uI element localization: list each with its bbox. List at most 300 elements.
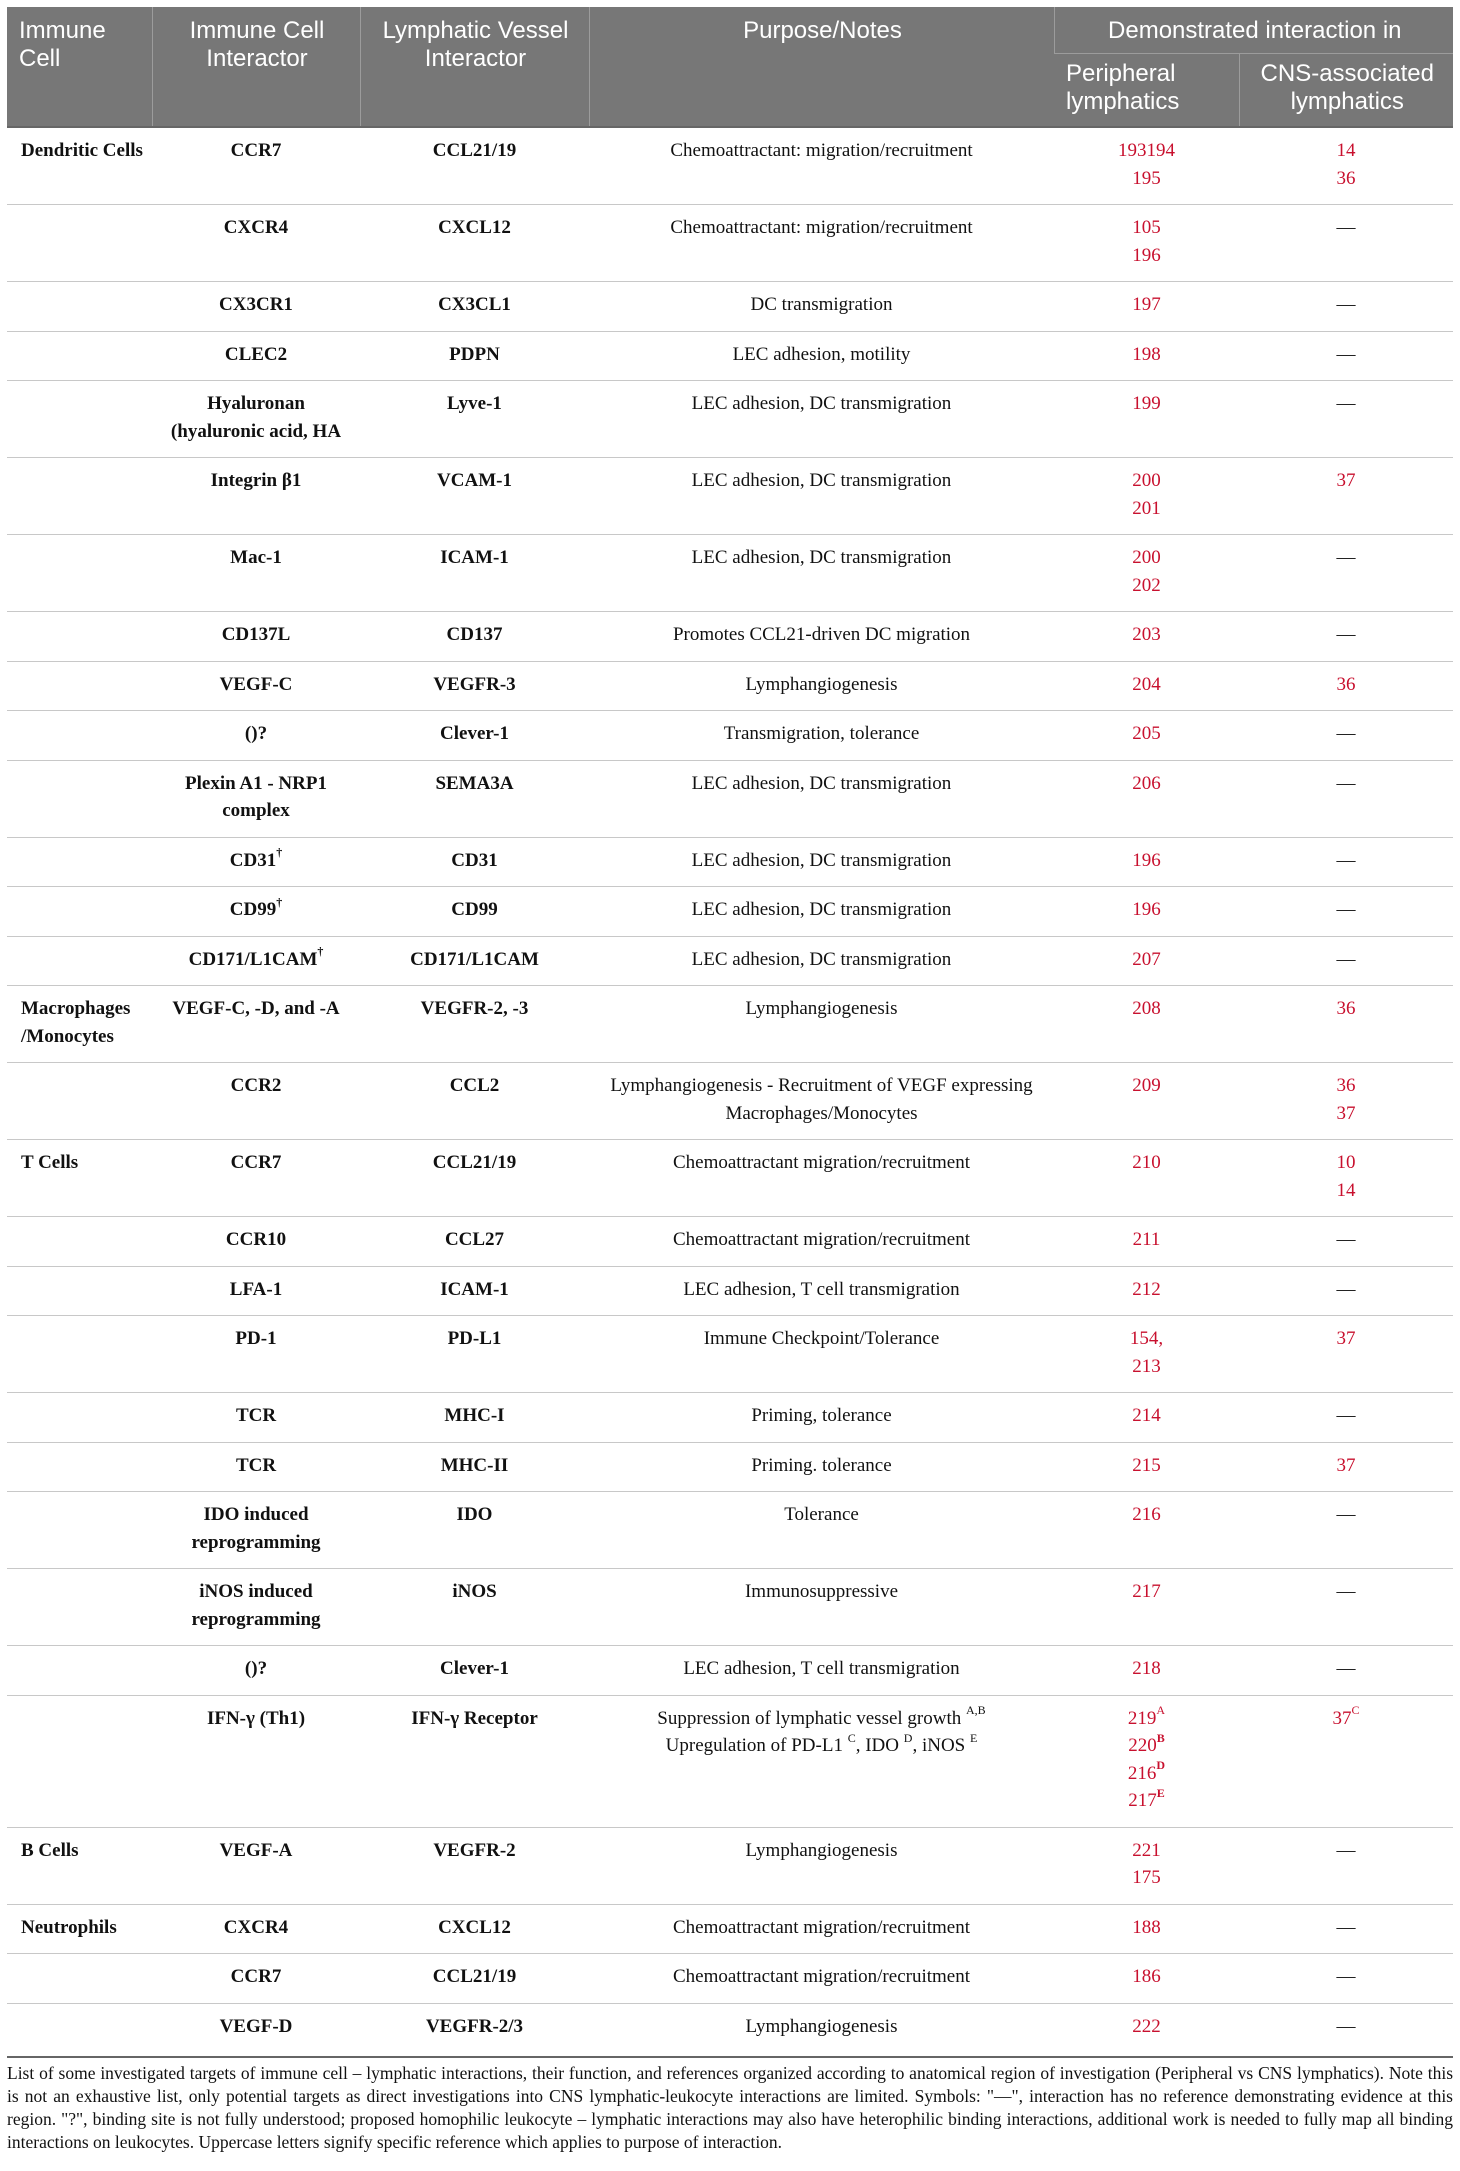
- purpose-notes: Chemoattractant migration/recruitment: [672, 1916, 971, 1938]
- immune-cell-interactor-text: TCR: [235, 1405, 277, 1426]
- immune-cell-interactor-text: CD137L: [221, 624, 291, 645]
- table-row: [7, 1442, 1453, 1492]
- lymphatic-vessel-interactor: VEGFR-2: [433, 1839, 516, 1861]
- ref-line: 196: [1132, 899, 1161, 920]
- ref-line: 198: [1132, 343, 1161, 365]
- lymphatic-vessel-interactor: CXCL12: [438, 1916, 511, 1938]
- immune-cell-interactor: [152, 2003, 360, 2052]
- purpose-notes: LEC adhesion, T cell transmigration: [683, 1278, 960, 1300]
- cns-refs: [1239, 458, 1453, 535]
- purpose-notes: Lymphangiogenesis: [745, 2015, 898, 2037]
- ref-line: 36: [1336, 673, 1356, 695]
- ref-line: 195: [1132, 167, 1161, 189]
- header-peripheral: Peripheral lymphatics: [1054, 54, 1239, 128]
- immune-cell-interactor: [152, 381, 360, 458]
- ref-line: 211: [1132, 1229, 1161, 1250]
- cns-refs: [1239, 1827, 1453, 1904]
- ref-line: 14: [1336, 140, 1356, 161]
- header-demonstrated: Demonstrated interaction in: [1054, 7, 1453, 54]
- immune-cell-type: Neutrophils: [21, 1916, 117, 1938]
- ref-line: 210: [1132, 1152, 1161, 1173]
- purpose-notes: Chemoattractant migration/recruitment: [672, 1152, 971, 1173]
- ref-line: —: [1336, 343, 1356, 365]
- table-row: [7, 760, 1453, 837]
- cns-refs: [1239, 711, 1453, 761]
- table-row: [7, 1316, 1453, 1393]
- table-body: [7, 127, 1453, 2052]
- lymphatic-vessel-interactor: CCL2: [449, 1075, 500, 1096]
- peripheral-refs: [1054, 205, 1239, 282]
- ref-number: 219: [1127, 1707, 1157, 1729]
- cns-refs: [1239, 887, 1453, 937]
- immune-cell-interactor-text: LFA-1: [229, 1278, 283, 1300]
- ref-line: 197: [1132, 294, 1161, 315]
- lymphatic-vessel-interactor: MHC-I: [444, 1405, 505, 1426]
- lymphatic-vessel-interactor: CD31: [451, 849, 498, 871]
- immune-cell-type: [7, 612, 152, 662]
- ref-letter: D: [903, 1730, 913, 1745]
- immune-cell-interactor: [152, 986, 360, 1063]
- purpose-notes: Chemoattractant: migration/recruitment: [670, 140, 973, 161]
- cns-refs: [1239, 1646, 1453, 1696]
- ref-line: —: [1336, 547, 1356, 568]
- purpose-notes: Chemoattractant migration/recruitment: [672, 1229, 971, 1250]
- immune-cell-interactor: [152, 1266, 360, 1316]
- immune-cell-interactor: [152, 1140, 360, 1217]
- peripheral-refs: [1054, 1316, 1239, 1393]
- table-row: [7, 986, 1453, 1063]
- ref-line: —: [1336, 1916, 1356, 1938]
- table-row: [7, 282, 1453, 332]
- immune-cell-interactor: [152, 1827, 360, 1904]
- purpose-notes: LEC adhesion, DC transmigration: [691, 547, 952, 568]
- ref-line: [1062, 1705, 1231, 1733]
- purpose-notes: Promotes CCL21-driven DC migration: [672, 624, 971, 645]
- immune-cell-interactor: [152, 1954, 360, 2004]
- lymphatic-vessel-interactor: CXCL12: [438, 217, 511, 238]
- peripheral-refs: [1054, 1063, 1239, 1140]
- peripheral-refs: [1054, 1140, 1239, 1217]
- immune-cell-type: Dendritic Cells: [21, 140, 143, 161]
- immune-cell-interactor-text: CLEC2: [224, 343, 288, 365]
- ref-line: —: [1336, 624, 1356, 645]
- cns-refs: [1239, 331, 1453, 381]
- immune-cell-interactor: [152, 887, 360, 937]
- purpose-notes: DC transmigration: [750, 294, 893, 315]
- ref-line: 200: [1132, 470, 1161, 491]
- immune-cell-type: [7, 887, 152, 937]
- ref-line: —: [1336, 948, 1356, 970]
- ref-line: 215: [1132, 1454, 1161, 1476]
- lymphatic-vessel-interactor: CD137: [446, 624, 503, 645]
- ref-line: 175: [1132, 1867, 1161, 1888]
- table-row: [7, 2003, 1453, 2052]
- cns-refs: [1239, 986, 1453, 1063]
- purpose-notes: LEC adhesion, DC transmigration: [691, 849, 952, 871]
- immune-cell-type: [7, 205, 152, 282]
- table-row: [7, 887, 1453, 937]
- immune-cell-interactor-text: TCR: [235, 1454, 277, 1476]
- ref-line: —: [1336, 1581, 1356, 1602]
- cns-refs: [1239, 661, 1453, 711]
- lymphatic-vessel-interactor: MHC-II: [440, 1454, 509, 1476]
- header-lymphatic-vessel-interactor: Lymphatic Vessel Interactor: [360, 7, 589, 127]
- immune-cell-interactor-text: CD171/L1CAM: [188, 948, 318, 970]
- cns-refs: [1239, 1316, 1453, 1393]
- table-row: [7, 936, 1453, 986]
- cns-refs: [1239, 535, 1453, 612]
- ref-line: 196: [1132, 244, 1161, 266]
- immune-cell-interactor: [152, 458, 360, 535]
- lymphatic-vessel-interactor: ICAM-1: [440, 1278, 509, 1300]
- ref-line: 36: [1336, 998, 1356, 1019]
- ref-line: [1062, 1787, 1231, 1815]
- ref-line: —: [1336, 294, 1356, 315]
- immune-cell-interactor-text: VEGF-A: [219, 1839, 293, 1861]
- immune-cell-interactor-text: CD31: [229, 849, 277, 871]
- purpose-text: , IDO: [855, 1735, 900, 1756]
- immune-cell-interactor: [152, 837, 360, 887]
- ref-letter: D: [1156, 1758, 1166, 1773]
- cns-refs: [1239, 1217, 1453, 1267]
- cns-refs: [1239, 205, 1453, 282]
- ref-line: 221: [1132, 1839, 1161, 1861]
- purpose-notes: LEC adhesion, DC transmigration: [691, 772, 952, 794]
- table-row: [7, 458, 1453, 535]
- cns-refs: [1239, 1954, 1453, 2004]
- immune-cell-interactor: [152, 1393, 360, 1443]
- immune-cell-type: [7, 331, 152, 381]
- purpose-notes: LEC adhesion, DC transmigration: [691, 899, 952, 920]
- peripheral-refs: [1054, 1442, 1239, 1492]
- table-row: [7, 1063, 1453, 1140]
- immune-cell-interactor-text: CX3CR1: [219, 294, 293, 315]
- immune-cell-interactor: [152, 282, 360, 332]
- ref-line: 201: [1132, 497, 1161, 519]
- purpose-notes: Transmigration, tolerance: [723, 723, 920, 744]
- ref-line: —: [1336, 849, 1356, 871]
- peripheral-refs: [1054, 1646, 1239, 1696]
- purpose-notes: Priming. tolerance: [751, 1454, 892, 1476]
- ref-line: —: [1336, 1229, 1356, 1250]
- ref-number: 37: [1332, 1707, 1352, 1729]
- immune-cell-type: [7, 1569, 152, 1646]
- peripheral-refs: [1054, 760, 1239, 837]
- immune-cell-interactor: [152, 661, 360, 711]
- immune-cell-interactor-text: ()?: [244, 1658, 268, 1679]
- purpose-notes: Chemoattractant: migration/recruitment: [670, 217, 973, 238]
- immune-cell-interactor-text: PD-1: [235, 1328, 277, 1349]
- ref-line: 213: [1132, 1355, 1161, 1377]
- cns-refs: [1239, 1695, 1453, 1827]
- ref-number: 220: [1128, 1735, 1157, 1756]
- peripheral-refs: [1054, 458, 1239, 535]
- ref-letter: C: [847, 1730, 856, 1745]
- lymphatic-vessel-interactor: IDO: [456, 1504, 493, 1525]
- interaction-table-container: [7, 7, 1453, 2052]
- cns-refs: [1239, 1266, 1453, 1316]
- immune-cell-type: [7, 1492, 152, 1569]
- lymphatic-vessel-interactor: CCL27: [444, 1229, 505, 1250]
- immune-cell-type: [7, 1266, 152, 1316]
- peripheral-refs: [1054, 535, 1239, 612]
- cns-refs: [1239, 127, 1453, 205]
- ref-line: —: [1336, 723, 1356, 744]
- ref-line: 207: [1132, 948, 1161, 970]
- immune-cell-interactor: [152, 535, 360, 612]
- ref-letter: A,B: [966, 1703, 986, 1718]
- ref-line: 200: [1132, 547, 1161, 568]
- cns-refs: [1239, 1442, 1453, 1492]
- ref-line: 196: [1132, 849, 1161, 871]
- immune-cell-interactor-text: VEGF-D: [219, 2015, 293, 2037]
- ref-number: 216: [1127, 1762, 1157, 1784]
- purpose-notes: LEC adhesion, T cell transmigration: [683, 1658, 960, 1679]
- immune-cell-interactor: [152, 1442, 360, 1492]
- peripheral-refs: [1054, 986, 1239, 1063]
- purpose-notes: Lymphangiogenesis: [745, 673, 898, 695]
- immune-cell-interactor-text: Integrin β1: [210, 470, 302, 491]
- immune-cell-interactor: [152, 711, 360, 761]
- ref-line: —: [1336, 772, 1356, 794]
- immune-cell-interactor: [152, 1316, 360, 1393]
- immune-cell-type: B Cells: [21, 1839, 79, 1861]
- ref-line: 208: [1132, 998, 1161, 1019]
- lymphatic-vessel-interactor: CD99: [451, 899, 498, 920]
- cns-refs: [1239, 381, 1453, 458]
- immune-cell-type: [7, 2003, 152, 2052]
- lymphatic-vessel-interactor: VEGFR-2, -3: [420, 998, 529, 1019]
- table-row: [7, 1904, 1453, 1954]
- immune-cell-interactor-text: CCR2: [230, 1075, 282, 1096]
- ref-line: 202: [1132, 574, 1161, 596]
- ref-number: 217: [1128, 1790, 1157, 1811]
- ref-line: —: [1336, 1504, 1356, 1525]
- immune-cell-interactor: [152, 612, 360, 662]
- ref-line: 14: [1336, 1179, 1356, 1201]
- ref-letter: A: [1156, 1703, 1166, 1718]
- cns-refs: [1239, 760, 1453, 837]
- immune-cell-type: [7, 936, 152, 986]
- ref-line: —: [1336, 899, 1356, 920]
- lymphatic-vessel-interactor: PDPN: [449, 343, 500, 365]
- lymphatic-vessel-interactor: ICAM-1: [440, 547, 509, 568]
- ref-line: 193194: [1118, 140, 1175, 161]
- purpose-notes: Lymphangiogenesis: [745, 998, 898, 1019]
- peripheral-refs: [1054, 1492, 1239, 1569]
- lymphatic-vessel-interactor: iNOS: [452, 1581, 497, 1602]
- purpose-notes: Lymphangiogenesis: [745, 1839, 898, 1861]
- ref-line: 154,: [1129, 1328, 1164, 1349]
- ref-line: —: [1336, 2015, 1356, 2037]
- purpose-text: , iNOS: [912, 1735, 966, 1756]
- immune-cell-interactor: IFN-γ (Th1): [206, 1707, 306, 1729]
- immune-cell-interactor: [152, 331, 360, 381]
- header-purpose: Purpose/Notes: [589, 7, 1054, 127]
- table-row: [7, 1646, 1453, 1696]
- ref-line: 203: [1132, 624, 1161, 645]
- purpose-notes: Lymphangiogenesis - Recruitment of VEGF expressing Macrophages/Monocytes: [610, 1075, 1033, 1124]
- table-row: [7, 535, 1453, 612]
- ref-line: 218: [1132, 1658, 1161, 1679]
- immune-cell-interactor-text: CXCR4: [223, 217, 289, 238]
- ref-line: [1062, 1732, 1231, 1760]
- immune-cell-type: [7, 381, 152, 458]
- table-row: [7, 205, 1453, 282]
- purpose-line: [597, 1732, 1046, 1760]
- cns-refs: [1239, 1492, 1453, 1569]
- purpose-notes: Tolerance: [784, 1504, 859, 1525]
- table-row: [7, 331, 1453, 381]
- lymphatic-vessel-interactor: PD-L1: [447, 1328, 502, 1349]
- ref-line: 188: [1132, 1916, 1161, 1938]
- ref-line: —: [1336, 217, 1356, 238]
- peripheral-refs: [1054, 1954, 1239, 2004]
- immune-cell-interactor: [152, 1904, 360, 1954]
- ref-line: 186: [1132, 1966, 1161, 1987]
- immune-cell-interactor: [152, 760, 360, 837]
- immune-cell-type: [7, 1217, 152, 1267]
- ref-line: 37: [1336, 470, 1356, 491]
- immune-cell-type: [7, 711, 152, 761]
- lymphatic-vessel-interactor: CX3CL1: [438, 294, 511, 315]
- peripheral-refs: [1054, 661, 1239, 711]
- ref-line: —: [1336, 1405, 1356, 1426]
- immune-cell-type: [7, 1954, 152, 2004]
- immune-cell-type: [7, 760, 152, 837]
- ref-line: 216: [1132, 1504, 1161, 1525]
- ref-line: 37: [1336, 1328, 1356, 1349]
- immune-cell-type: [7, 1442, 152, 1492]
- peripheral-refs: [1054, 381, 1239, 458]
- cns-refs: [1239, 1393, 1453, 1443]
- peripheral-refs: [1054, 887, 1239, 937]
- ref-line: 206: [1132, 772, 1161, 794]
- ref-line: 222: [1132, 2015, 1161, 2037]
- lymphatic-vessel-interactor: VCAM-1: [437, 470, 512, 491]
- table-header: [7, 7, 1453, 127]
- immune-cell-type: [7, 1063, 152, 1140]
- lymphatic-vessel-interactor: CCL21/19: [432, 140, 517, 161]
- immune-cell-type: T Cells: [21, 1152, 79, 1173]
- immune-cell-interactor-text: IDO induced reprogramming: [191, 1504, 321, 1553]
- immune-cell-interactor-text: CCR7: [230, 1966, 282, 1987]
- lymphatic-vessel-interactor: Lyve-1: [447, 393, 502, 414]
- table-footnote: List of some investigated targets of immune cell – lymphatic interactions, their function, and references organized according to anatomical region of investigation (Peripheral vs CNS lymphatics). Note this is not an exhaustive list, only potential targets as direct investigations into CNS lymphatic-leukocyte interactions are limited. Symbols: "—", interaction has no reference demonstrating evidence at this region. "?", binding site is not fully understood; proposed homophilic leukocyte – lymphatic interactions may also have heterophilic binding interactions, additional work is needed to fully map all binding interactions on leukocytes. Uppercase letters signify specific reference which applies to purpose of interaction.: [7, 2056, 1453, 2154]
- header-immune-cell-interactor: Immune Cell Interactor: [152, 7, 360, 127]
- cns-refs: [1239, 1569, 1453, 1646]
- table-row: [7, 1266, 1453, 1316]
- ref-letter: C: [1351, 1703, 1360, 1718]
- peripheral-refs: [1054, 127, 1239, 205]
- immune-cell-interactor-text: CCR10: [225, 1229, 287, 1250]
- peripheral-refs: [1054, 1266, 1239, 1316]
- table-row: [7, 612, 1453, 662]
- cns-refs: [1239, 1904, 1453, 1954]
- lymphatic-vessel-interactor: CD171/L1CAM: [410, 948, 539, 970]
- immune-cell-type: Macrophages /Monocytes: [21, 998, 131, 1047]
- lymphatic-vessel-interactor: CCL21/19: [432, 1966, 517, 1987]
- cns-refs: [1239, 2003, 1453, 2052]
- peripheral-refs: [1054, 1827, 1239, 1904]
- immune-cell-type: [7, 1695, 152, 1827]
- ref-line: —: [1336, 1278, 1356, 1300]
- immune-cell-interactor-text: CCR7: [230, 140, 282, 161]
- purpose-notes: LEC adhesion, motility: [732, 343, 911, 365]
- immune-cell-interactor: [152, 1569, 360, 1646]
- ref-line: —: [1336, 393, 1356, 414]
- peripheral-refs: [1054, 2003, 1239, 2052]
- immune-cell-interactor: [152, 1217, 360, 1267]
- cns-refs: [1239, 1140, 1453, 1217]
- peripheral-refs: [1054, 936, 1239, 986]
- ref-line: 36: [1336, 1075, 1356, 1096]
- peripheral-refs: [1054, 711, 1239, 761]
- immune-cell-interactor: [152, 1063, 360, 1140]
- ref-line: 10: [1336, 1152, 1356, 1173]
- dagger-mark: †: [317, 944, 324, 959]
- ref-line: 105: [1132, 217, 1161, 238]
- purpose-notes: LEC adhesion, DC transmigration: [691, 470, 952, 491]
- table-row: [7, 1569, 1453, 1646]
- ref-letter: B: [1156, 1730, 1165, 1745]
- table-row: [7, 1140, 1453, 1217]
- lymphatic-vessel-interactor: Clever-1: [440, 723, 509, 744]
- table-row: [7, 1393, 1453, 1443]
- ref-line: 205: [1132, 723, 1161, 744]
- peripheral-refs: [1054, 1393, 1239, 1443]
- table-row: [7, 381, 1453, 458]
- peripheral-refs: [1054, 1217, 1239, 1267]
- immune-cell-interactor-text: CCR7: [230, 1152, 282, 1173]
- immune-cell-type: [7, 661, 152, 711]
- cns-refs: [1239, 1063, 1453, 1140]
- table-row: [7, 661, 1453, 711]
- immune-cell-interactor-text: CXCR4: [223, 1916, 289, 1938]
- immune-cell-interactor-text: Plexin A1 - NRP1 complex: [185, 772, 327, 821]
- dagger-mark: †: [276, 845, 283, 860]
- purpose-line: [597, 1705, 1046, 1733]
- ref-line: 217: [1132, 1581, 1161, 1602]
- immune-cell-type: [7, 1316, 152, 1393]
- ref-line: 204: [1132, 673, 1161, 695]
- lymphatic-vessel-interactor: VEGFR-2/3: [425, 2015, 524, 2037]
- cns-refs: [1239, 282, 1453, 332]
- peripheral-refs: [1054, 612, 1239, 662]
- cns-refs: [1239, 612, 1453, 662]
- ref-line: [1062, 1760, 1231, 1788]
- dagger-mark: †: [276, 894, 283, 909]
- ref-line: 36: [1336, 167, 1356, 189]
- lymphatic-vessel-interactor: VEGFR-3: [433, 673, 516, 695]
- purpose-notes: Immunosuppressive: [744, 1581, 899, 1602]
- purpose-notes: LEC adhesion, DC transmigration: [691, 948, 952, 970]
- immune-cell-interactor-text: CD99: [229, 899, 277, 920]
- lymphatic-vessel-interactor: SEMA3A: [435, 772, 514, 794]
- ref-line: —: [1336, 1658, 1356, 1679]
- purpose-notes: Priming, tolerance: [751, 1405, 892, 1426]
- cns-refs: [1239, 936, 1453, 986]
- ref-line: —: [1336, 1966, 1356, 1987]
- table-row: [7, 1827, 1453, 1904]
- table-row: [7, 1954, 1453, 2004]
- ref-letter: E: [969, 1730, 978, 1745]
- purpose-notes: LEC adhesion, DC transmigration: [691, 393, 952, 414]
- peripheral-refs: [1054, 282, 1239, 332]
- immune-cell-interactor-text: Mac-1: [230, 547, 282, 568]
- peripheral-refs: [1054, 1695, 1239, 1827]
- purpose-text: Suppression of lymphatic vessel growth: [657, 1707, 962, 1729]
